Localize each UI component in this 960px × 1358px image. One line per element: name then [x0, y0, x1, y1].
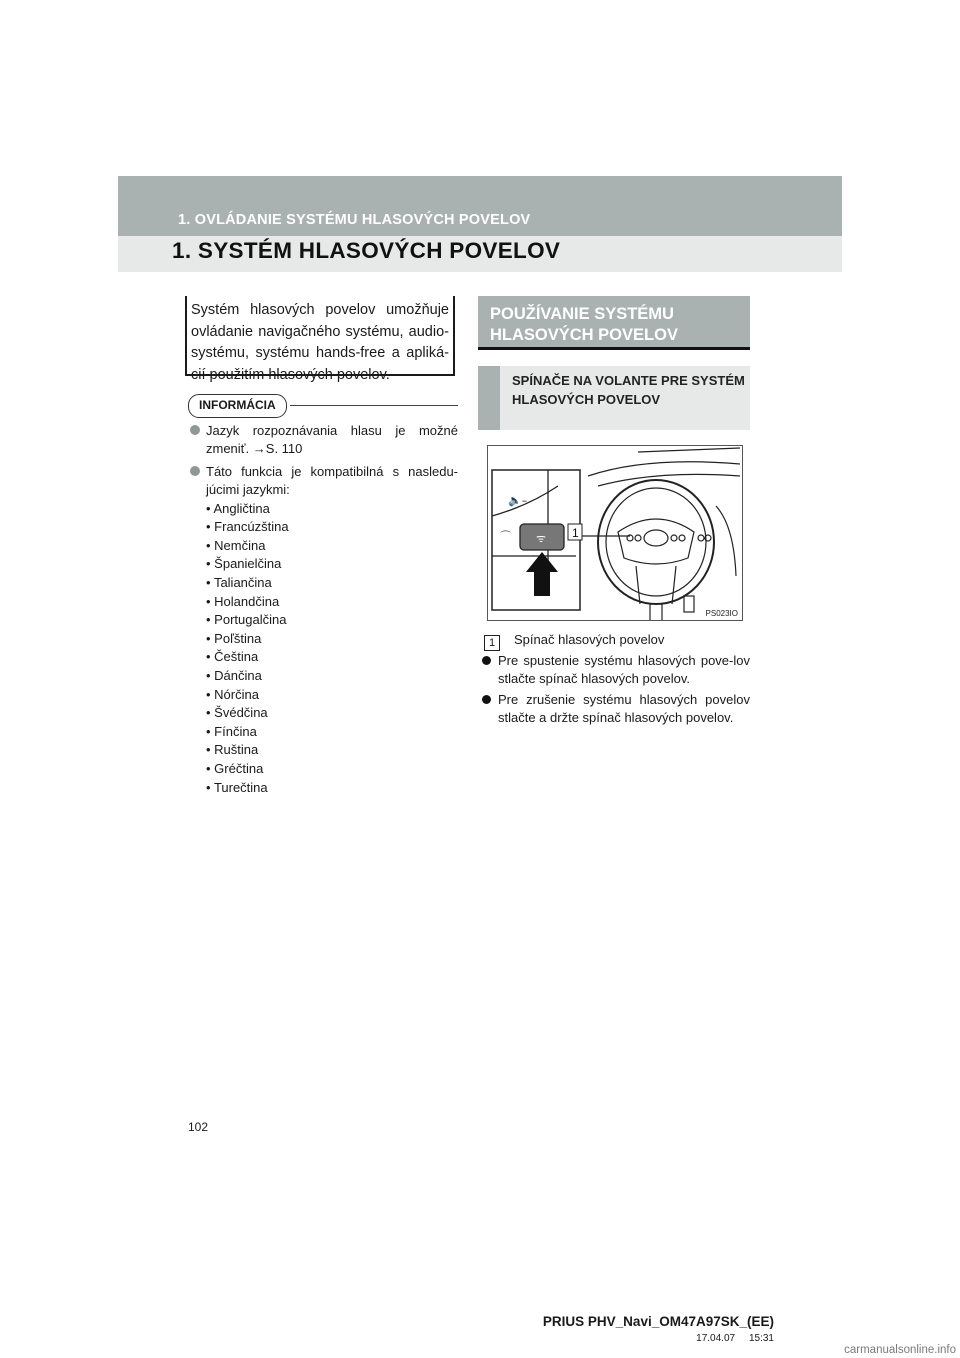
footer-date: 17.04.07 15:31	[696, 1333, 774, 1344]
callout-legend	[484, 632, 664, 651]
language-item: • Čeština	[206, 648, 458, 667]
svg-text:ᯤ: ᯤ	[536, 532, 547, 545]
bullet-dot-icon	[190, 425, 200, 435]
language-item: • Holandčina	[206, 593, 458, 612]
sub-heading	[478, 366, 750, 430]
language-item: • Ruština	[206, 741, 458, 760]
info-bullet	[190, 463, 458, 500]
bullet-dot-icon	[482, 656, 491, 665]
footer-doc-code: PRIUS PHV_Navi_OM47A97SK_(EE)	[542, 1314, 774, 1329]
page-number: 102	[188, 1120, 209, 1134]
bullet-dot-icon	[190, 466, 200, 476]
language-item: • Francúzština	[206, 518, 458, 537]
language-item: • Poľština	[206, 630, 458, 649]
language-item: • Portugalčina	[206, 611, 458, 630]
instruction-bullet	[482, 652, 750, 689]
section-heading: POUŽÍVANIE SYSTÉMU HLASOVÝCH POVELOV	[478, 296, 750, 350]
instruction-bullets	[482, 652, 750, 730]
svg-text:⌒: ⌒	[500, 530, 511, 543]
svg-text:🔈–: 🔈–	[508, 494, 528, 507]
info-badge: INFORMÁCIA	[188, 394, 287, 418]
info-bullets	[190, 422, 458, 797]
bullet-dot-icon	[482, 695, 491, 704]
instruction-bullet	[482, 691, 750, 728]
language-item: • Nórčina	[206, 686, 458, 705]
language-list	[190, 500, 458, 798]
callout-label-text: Spínač hlasových povelov	[514, 632, 665, 647]
language-item: • Dánčina	[206, 667, 458, 686]
steering-wheel-figure	[487, 445, 743, 621]
steering-wheel-illustration	[488, 446, 742, 620]
language-item: • Nemčina	[206, 537, 458, 556]
language-item: • Turečtina	[206, 779, 458, 798]
watermark-link[interactable]: carmanualsonline.info	[844, 1344, 956, 1356]
intro-box: Systém hlasových povelov umožňuje ovládanie navigačného systému, audio-systému, systému hands-free a apliká-cií použitím hlasových povelov.	[185, 296, 455, 376]
section-label: 1. OVLÁDANIE SYSTÉMU HLASOVÝCH POVELOV	[178, 212, 531, 228]
language-item: • Švédčina	[206, 704, 458, 723]
sub-heading-tab	[478, 366, 500, 430]
instruction-text: Pre zrušenie systému hlasových povelov stlačte a držte spínač hlasových povelov.	[498, 691, 750, 726]
info-bullet-text: Jazyk rozpoznávania hlasu je možné zmeniť. →S. 110	[206, 423, 458, 457]
info-bullet-text: Táto funkcia je kompatibilná s nasledu-júcimi jazykmi:	[206, 463, 458, 498]
page-title: 1. SYSTÉM HLASOVÝCH POVELOV	[172, 238, 561, 263]
sub-heading-text: SPÍNAČE NA VOLANTE PRE SYSTÉM HLASOVÝCH POVELOV	[512, 373, 745, 407]
figure-code: PS023IO	[705, 609, 738, 618]
language-item: • Fínčina	[206, 723, 458, 742]
figure-callout-number: 1	[572, 526, 579, 540]
info-bullet	[190, 422, 458, 459]
callout-number-box: 1	[484, 635, 500, 651]
language-item: • Taliančina	[206, 574, 458, 593]
language-item: • Angličtina	[206, 500, 458, 519]
language-item: • Španielčina	[206, 555, 458, 574]
instruction-text: Pre spustenie systému hlasových pove-lov stlačte spínač hlasových povelov.	[498, 653, 750, 687]
info-divider	[290, 405, 458, 406]
language-item: • Gréčtina	[206, 760, 458, 779]
